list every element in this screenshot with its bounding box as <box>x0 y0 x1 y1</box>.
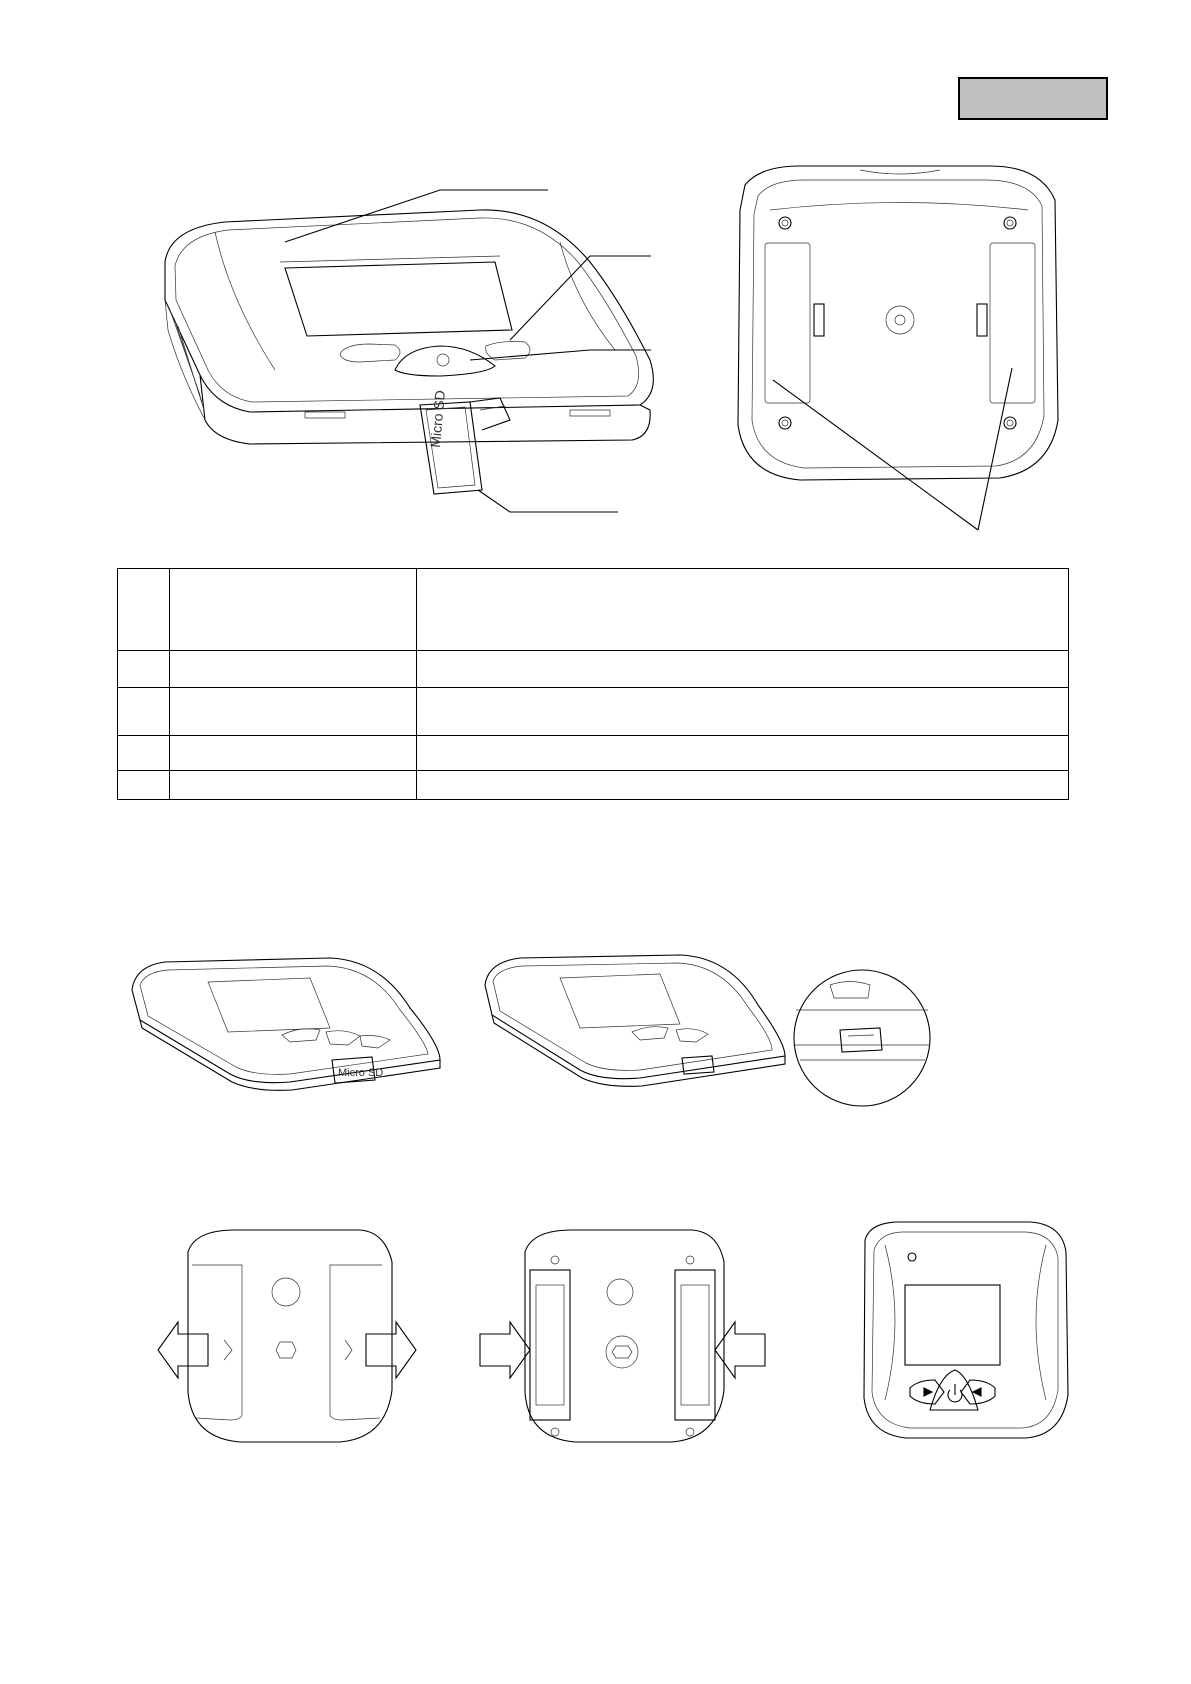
table-cell-description <box>417 569 1069 651</box>
front-screen <box>905 1285 1000 1365</box>
callout-lines-figure-1 <box>285 190 651 512</box>
status-led <box>908 1253 916 1261</box>
table-cell-description <box>417 736 1069 771</box>
arrow-in-right <box>715 1322 765 1378</box>
power-button <box>930 1370 978 1410</box>
table-cell-description <box>417 688 1069 736</box>
table-cell-name <box>170 651 417 688</box>
arrow-in-left <box>480 1322 530 1378</box>
center-mount-inner <box>895 315 905 325</box>
batteries-inserted-view <box>480 1230 765 1442</box>
table-row <box>118 688 1069 736</box>
table-cell-description <box>417 771 1069 800</box>
device-buttons <box>340 342 530 377</box>
table-row <box>118 771 1069 800</box>
battery-cover-right <box>990 243 1035 403</box>
table-row <box>118 651 1069 688</box>
arrow-out-right <box>366 1322 416 1378</box>
table-cell-name <box>170 771 417 800</box>
back-cover-removed-view <box>158 1230 416 1442</box>
table-cell-num <box>118 569 170 651</box>
sd-card-inserted <box>420 390 510 494</box>
sd-card-logo-text: Micro SD <box>427 389 449 449</box>
table-row <box>118 569 1069 651</box>
table-cell-name <box>170 569 417 651</box>
right-arrow-button <box>961 1380 995 1404</box>
latch-right <box>977 304 987 336</box>
device-perspective-with-card <box>132 958 440 1090</box>
left-arrow-button <box>910 1380 944 1404</box>
table-cell-description <box>417 651 1069 688</box>
table-cell-num <box>118 651 170 688</box>
center-mount-outer <box>886 306 914 334</box>
latch-left <box>814 304 824 336</box>
parts-table <box>117 568 1069 800</box>
battery-cover-left <box>765 243 810 403</box>
table-cell-num <box>118 771 170 800</box>
table-cell-num <box>118 688 170 736</box>
table-cell-name <box>170 736 417 771</box>
zoom-detail-circle <box>794 970 930 1106</box>
sd-card-logo-small: Micro SD <box>338 1067 384 1079</box>
device-body-outline <box>165 210 653 444</box>
arrow-out-left <box>158 1322 208 1378</box>
table-row <box>118 736 1069 771</box>
device-front-vents <box>305 410 610 418</box>
device-screen <box>280 256 512 336</box>
header-tab-box <box>958 77 1108 120</box>
table-cell-num <box>118 736 170 771</box>
device-front-view <box>864 1222 1068 1438</box>
table-cell-name <box>170 688 417 736</box>
device-perspective-card-slot <box>485 955 785 1086</box>
